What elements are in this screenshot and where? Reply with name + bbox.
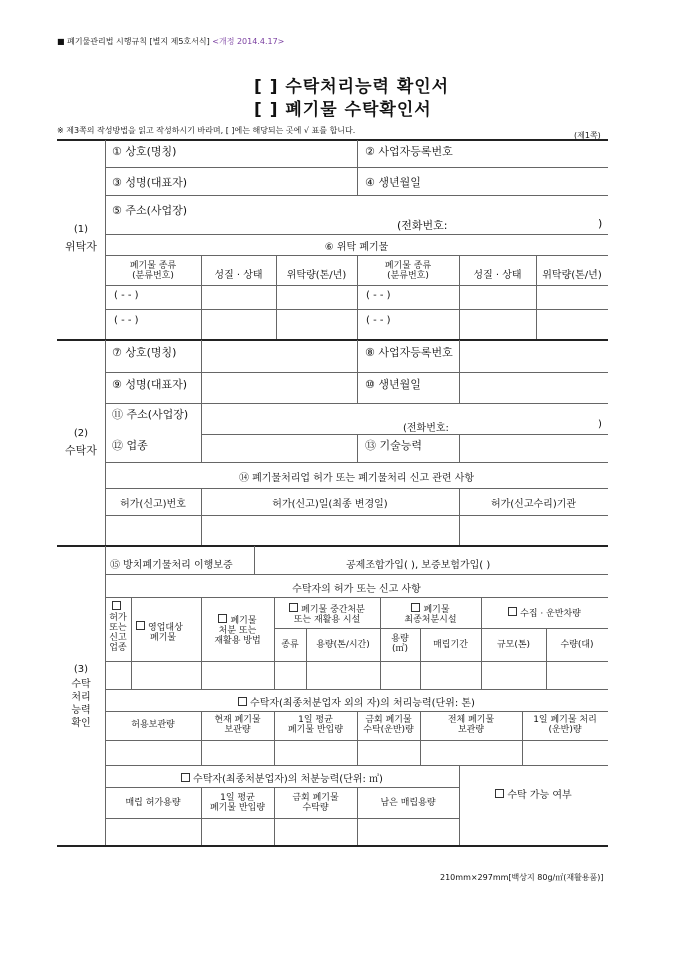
consignor-phone-label: (전화번호: (397, 219, 448, 232)
consignee-company-label: ⑦ 상호(명칭) (112, 346, 177, 359)
consignee-phone-close: ) (598, 419, 602, 430)
capacity-section-number: (3) (73, 664, 89, 675)
page-label: (제1쪽) (574, 131, 601, 140)
col-final-facility: 폐기물 최종처분시설 (404, 605, 457, 625)
non-final-capacity-title: 수탁자(최종처분업자 외의 자)의 처리능력(단위: 톤) (105, 694, 608, 709)
consignor-col-type-2: 폐기물 종류 (분류번호) (384, 261, 432, 281)
acceptance-checkbox[interactable]: 수탁 가능 여부 (459, 786, 608, 801)
sub-volume: 용량 (㎥) (391, 634, 409, 654)
consignee-address-label: ⑪ 주소(사업장) (112, 408, 189, 421)
nf-col-daily-inflow: 1일 평균 폐기물 반입량 (287, 715, 344, 735)
consignee-permit-no-label: 허가(신고)번호 (120, 499, 186, 510)
sub-size: 규모(톤) (496, 640, 531, 650)
paper-spec-footer: 210mm×297mm[백상지 80g/㎡(재활용품)] (440, 873, 604, 882)
form-title-2: [ ] 폐기물 수탁확인서 (254, 100, 432, 120)
f-col-this-consignment: 금회 폐기물 수탁량 (292, 793, 339, 813)
consignor-bizno-label: ② 사업자등록번호 (365, 145, 453, 158)
consignor-col-state-2: 성질 · 상태 (473, 270, 522, 281)
nf-col-allowed-storage: 허용보관량 (131, 720, 175, 730)
consignee-bizno-label: ⑧ 사업자등록번호 (365, 346, 453, 359)
consignor-birth-label: ④ 생년월일 (365, 176, 421, 189)
guarantee-options[interactable]: 공제조합가입( ), 보증보험가입( ) (346, 560, 491, 571)
consignor-col-type-1: 폐기물 종류 (분류번호) (129, 261, 177, 281)
waste-code-field[interactable]: ( - - ) (366, 315, 391, 326)
form-title-1: [ ] 수탁처리능력 확인서 (254, 77, 450, 97)
col-disposal-method: 폐기물 처분 또는 재활용 방법 (214, 616, 261, 646)
checkbox[interactable] (289, 603, 298, 612)
consignee-birth-label: ⑩ 생년월일 (365, 378, 421, 391)
col-vehicle: 수집 · 운반차량 (481, 607, 608, 619)
consignee-tech-label: ⑬ 기술능력 (365, 439, 423, 452)
final-capacity-title: 수탁자(최종처분업자)의 처분능력(단위: ㎥) (105, 770, 459, 785)
consignee-industry-label: ⑫ 업종 (112, 439, 148, 452)
f-col-remaining: 남은 매립용량 (380, 798, 436, 808)
checkbox[interactable] (218, 614, 227, 623)
nf-col-this-consignment: 금회 폐기물 수탁(운반)량 (363, 715, 414, 735)
sub-period: 매립기간 (433, 640, 468, 650)
consignor-col-state-1: 성질 · 상태 (214, 270, 263, 281)
consignor-col-amount-1: 위탁량(톤/년) (286, 270, 347, 281)
col-permit-biz-type: 허가 또는 신고 업종 (105, 601, 131, 653)
consignee-section-number: (2) (73, 428, 89, 439)
consignor-company-label: ① 상호(명칭) (112, 145, 177, 158)
f-col-daily-inflow: 1일 평균 폐기물 반입량 (209, 793, 266, 813)
waste-code-field[interactable]: ( - - ) (366, 290, 391, 301)
law-reference: ■ 폐기물관리법 시행규칙 [별지 제5호서식] <개정 2014.4.17> (57, 37, 285, 46)
consignee-section-label: 수탁자 (65, 444, 97, 457)
consignee-permit-agency-label: 허가(신고수리)기관 (490, 499, 577, 510)
checkbox[interactable] (112, 601, 121, 610)
checkbox[interactable] (181, 773, 190, 782)
guarantee-label: ⑮ 방치폐기물처리 이행보증 (110, 560, 233, 571)
checkbox[interactable] (508, 607, 517, 616)
f-col-landfill-permit: 매립 허가용량 (125, 798, 181, 808)
consignee-permit-title: ⑭ 폐기물처리업 허가 또는 폐기물처리 신고 관련 사항 (238, 473, 475, 484)
checkbox[interactable] (411, 603, 420, 612)
consignor-rep-label: ③ 성명(대표자) (112, 176, 188, 189)
instruction-note: ※ 제3쪽의 작성방법을 읽고 작성하시기 바라며, [ ]에는 해당되는 곳에 √ 표를 합니다. (57, 126, 356, 135)
checkbox[interactable] (136, 621, 145, 630)
consignee-phone-label: (전화번호: (403, 423, 449, 434)
consignor-col-amount-2: 위탁량(톤/년) (542, 270, 602, 281)
consignor-section-number: (1) (73, 224, 89, 235)
sub-kind: 종류 (281, 640, 299, 650)
nf-col-current-storage: 현재 폐기물 보관량 (214, 715, 261, 735)
waste-code-field[interactable]: ( - - ) (114, 290, 139, 301)
consignee-permit-date-label: 허가(신고)일(최종 변경일) (272, 499, 388, 510)
checkbox[interactable] (495, 789, 504, 798)
col-mid-facility: 폐기물 중간처분 또는 재활용 시설 (274, 603, 380, 625)
nf-col-daily-processing: 1일 폐기물 처리 (운반)량 (533, 715, 597, 735)
checkbox[interactable] (238, 697, 247, 706)
consignor-waste-title: ⑥ 위탁 폐기물 (324, 242, 389, 253)
col-target-waste: 영업대상 폐기물 (136, 621, 183, 643)
consignee-rep-label: ⑨ 성명(대표자) (112, 378, 188, 391)
capacity-section-label: 수탁 처리 능력 확인 (71, 679, 91, 729)
waste-code-field[interactable]: ( - - ) (114, 315, 139, 326)
sub-count: 수량(대) (560, 640, 594, 650)
consignor-address-label: ⑤ 주소(사업장) (112, 204, 188, 217)
permit-items-header: 수탁자의 허가 또는 신고 사항 (292, 584, 421, 595)
nf-col-total-storage: 전체 폐기물 보관량 (447, 715, 495, 735)
sub-capacity: 용량(톤/시간) (316, 640, 370, 650)
consignor-phone-close: ) (598, 217, 603, 230)
consignor-section-label: 위탁자 (65, 240, 97, 253)
